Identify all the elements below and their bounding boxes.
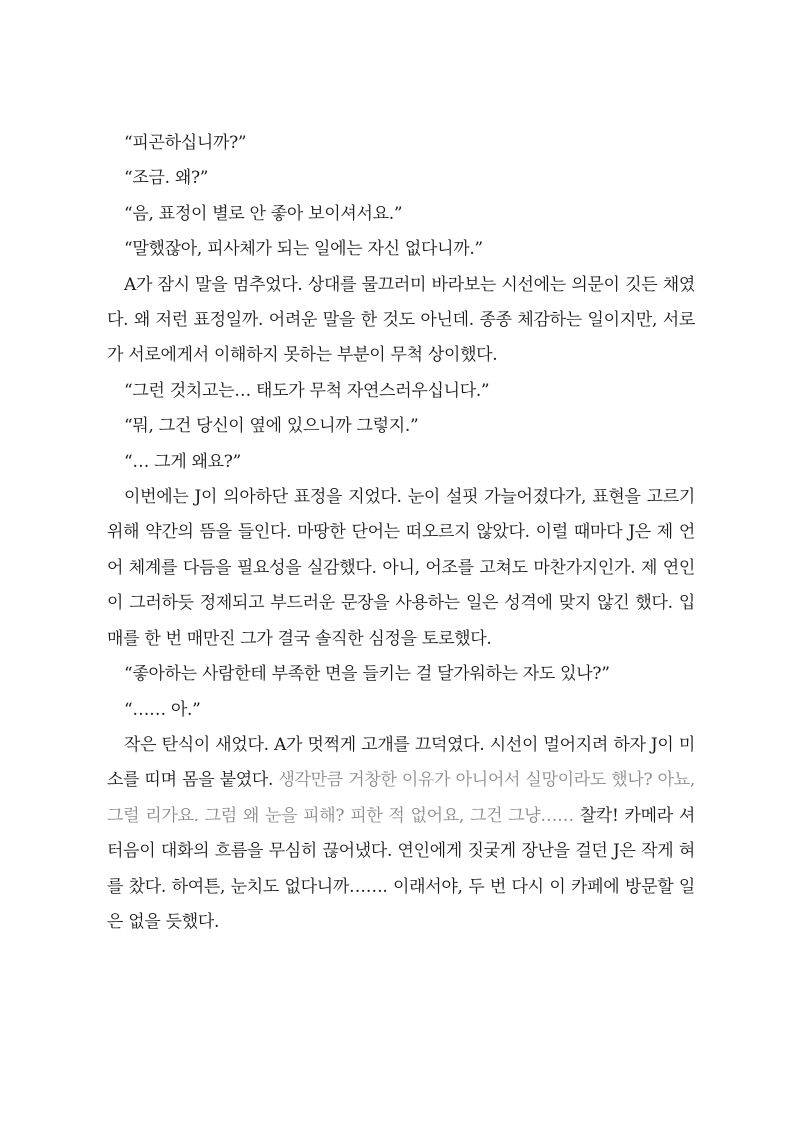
- document-body: [107, 126, 695, 940]
- faded-dialogue-text: 생각만큼 거창한 이유가 아니어서 실망이라도 했나? 아뇨, 그럴 리가요. 그럼 왜 눈을 피해? 피한 적 없어요, 그건 그냥……: [107, 770, 695, 826]
- dialogue-paragraph: “음, 표정이 별로 안 좋아 보이셔서요.”: [124, 203, 403, 224]
- narration-paragraph: A가 잠시 말을 멈추었다. 상대를 물끄러미 바라보는 시선에는 의문이 깃든 채였다. 왜 저런 표정일까. 어려운 말을 한 것도 아닌데. 종종 체감하는 일이지만, 서로가 서로에게서 이해하지 못하는 부분이 무척 상이했다.: [107, 274, 695, 366]
- dialogue-paragraph: “말했잖아, 피사체가 되는 일에는 자신 없다니까.”: [124, 239, 483, 260]
- dialogue-paragraph: “피곤하십니까?”: [124, 133, 247, 153]
- narration-paragraph: 이번에는 J이 의아하단 표정을 지었다. 눈이 설핏 가늘어졌다가, 표현을 고르기 위해 약간의 뜸을 들인다. 마땅한 단어는 떠오르지 않았다. 이럴 때마다 J은 제 언어 체계를 다듬을 필요성을 실감했다. 아니, 어조를 고쳐도 마찬가지인가. 제 연인이 그러하듯 정제되고 부드러운 문장을 사용하는 일은 성격에 맞지 않긴 했다. 입매를 한 번 매만진 그가 결국 솔직한 심정을 토로했다.: [107, 487, 695, 649]
- dialogue-paragraph: “좋아하는 사람한테 부족한 면을 들키는 걸 달가워하는 자도 있나?”: [124, 664, 610, 685]
- narration-paragraph: [107, 728, 695, 940]
- dialogue-paragraph: “그런 것치고는… 태도가 무척 자연스러우십니다.”: [124, 380, 490, 401]
- dialogue-paragraph: “… 그게 왜요?”: [124, 451, 241, 472]
- dialogue-paragraph: “조금. 왜?”: [124, 168, 209, 189]
- narration-text: 작은 탄식이 새었다. A가 멋쩍게 고개를 끄덕였다. 시선이 멀어지려 하자 J이 미소를 띠며 몸을 붙였다.: [107, 734, 695, 791]
- dialogue-paragraph: “…… 아.”: [124, 699, 201, 720]
- dialogue-paragraph: “뭐, 그건 당신이 옆에 있으니까 그렇지.”: [124, 416, 419, 437]
- narration-text: 찰칵! 카메라 셔터음이 대화의 흐름을 무심히 끊어냈다. 연인에게 짓궂게 장난을 걸던 J은 작게 혀를 찼다. 하여튼, 눈치도 없다니까……. 이래서야, 두 번 다시 이 카페에 방문할 일은 없을 듯했다.: [107, 805, 695, 932]
